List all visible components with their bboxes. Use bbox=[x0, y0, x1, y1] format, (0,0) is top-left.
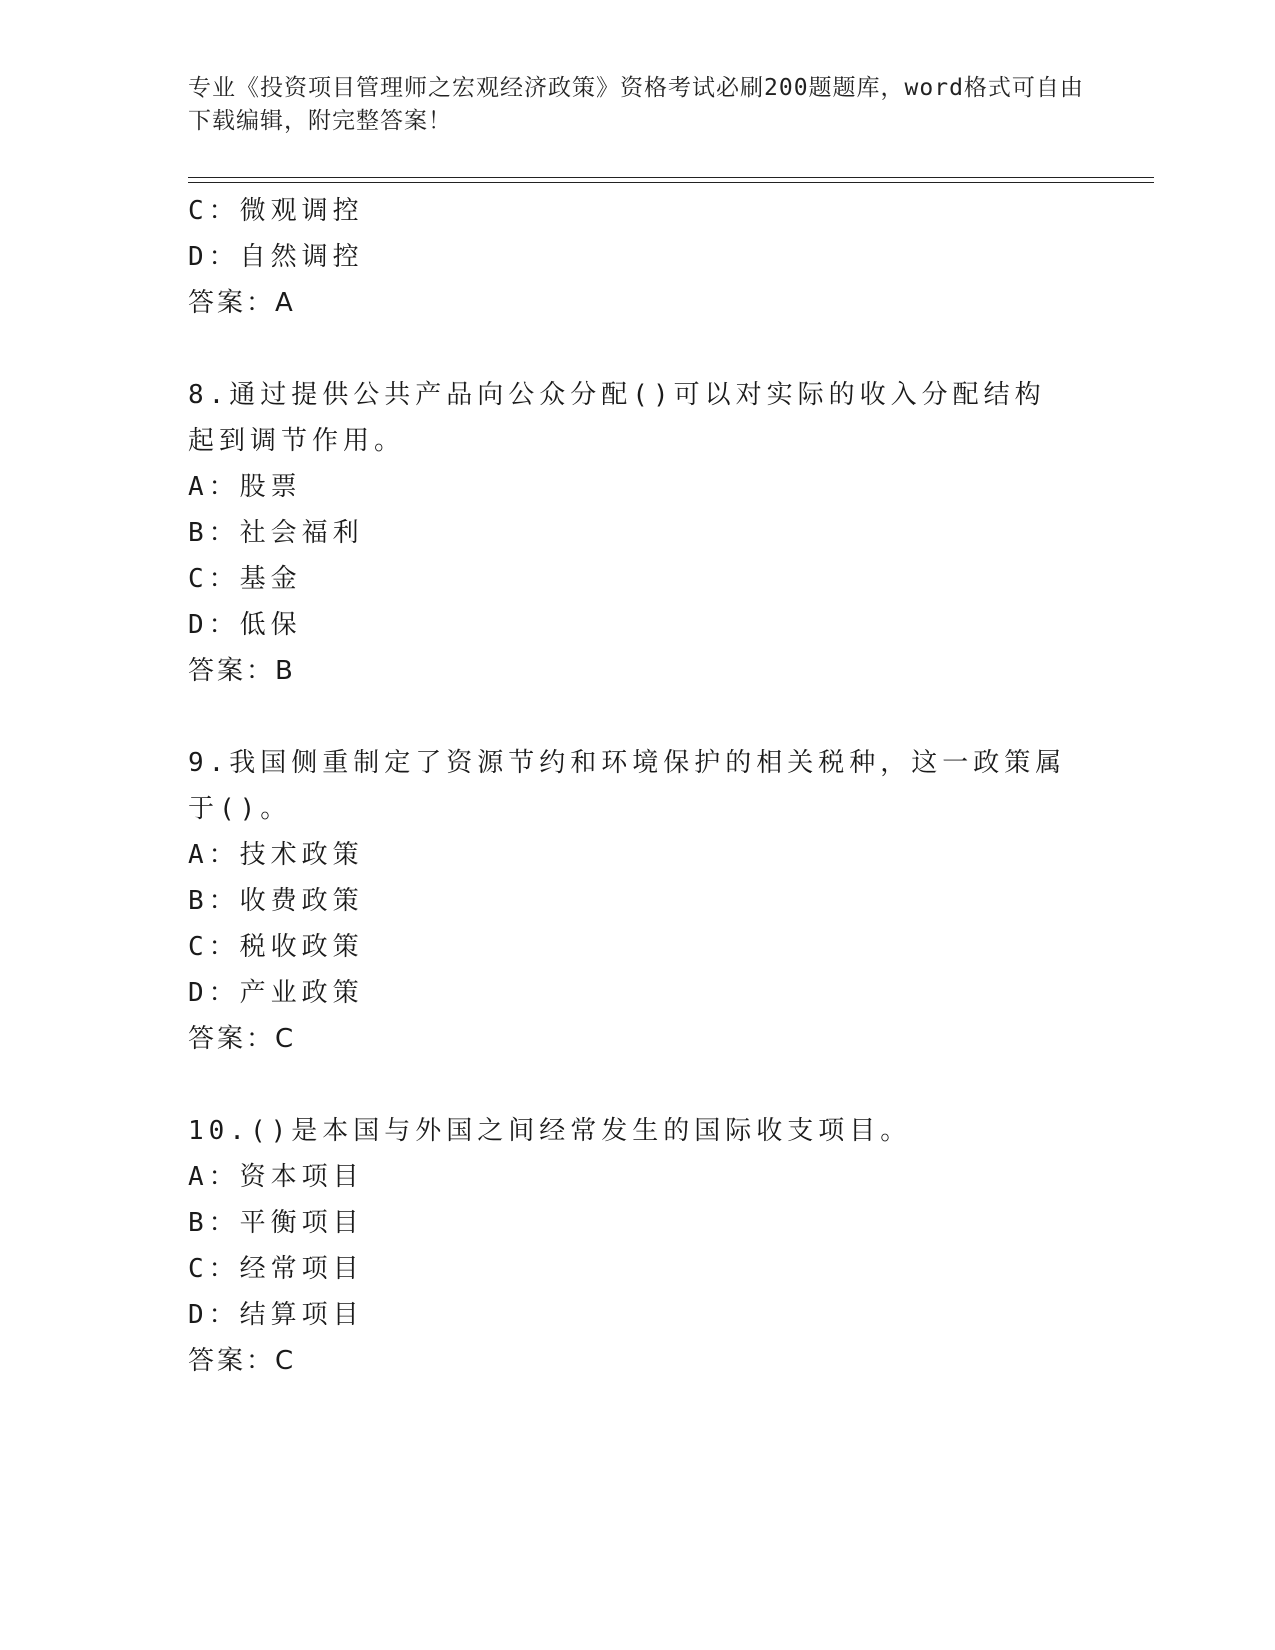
answer-text: 答案：A bbox=[188, 288, 296, 318]
answer-text: 答案：C bbox=[188, 1024, 297, 1054]
option-b: B：社会福利 bbox=[188, 518, 364, 548]
question-stem: 10.()是本国与外国之间经常发生的国际收支项目。 bbox=[188, 1116, 912, 1146]
option-a: A：资本项目 bbox=[188, 1162, 364, 1192]
spacer bbox=[188, 694, 1088, 740]
question-8 bbox=[188, 372, 1088, 694]
header-divider-bottom bbox=[188, 182, 1154, 183]
question-stem: 8.通过提供公共产品向公众分配()可以对实际的收入分配结构起到调节作用。 bbox=[188, 380, 1046, 456]
answer-text: 答案：B bbox=[188, 656, 296, 686]
option-d: D：结算项目 bbox=[188, 1300, 364, 1330]
option-b: B：平衡项目 bbox=[188, 1208, 364, 1238]
page-header-title: 专业《投资项目管理师之宏观经济政策》资格考试必刷200题题库，word格式可自由下载编辑，附完整答案！ bbox=[188, 75, 1084, 134]
option-d: D：产业政策 bbox=[188, 978, 364, 1008]
question-body bbox=[188, 188, 1088, 1384]
question-9 bbox=[188, 740, 1088, 1062]
option-c: C：税收政策 bbox=[188, 932, 364, 962]
option-c: C：经常项目 bbox=[188, 1254, 364, 1284]
answer-text: 答案：C bbox=[188, 1346, 297, 1376]
option-d: D：自然调控 bbox=[188, 242, 364, 272]
spacer bbox=[188, 326, 1088, 372]
question-10 bbox=[188, 1108, 1088, 1384]
option-c: C：微观调控 bbox=[188, 196, 364, 226]
option-b: B：收费政策 bbox=[188, 886, 364, 916]
option-d: D：低保 bbox=[188, 610, 302, 640]
option-c: C：基金 bbox=[188, 564, 302, 594]
question-7 bbox=[188, 188, 1088, 326]
header-divider-top bbox=[188, 177, 1154, 178]
question-stem: 9.我国侧重制定了资源节约和环境保护的相关税种，这一政策属于()。 bbox=[188, 748, 1067, 824]
option-a: A：技术政策 bbox=[188, 840, 364, 870]
option-a: A：股票 bbox=[188, 472, 302, 502]
spacer bbox=[188, 1062, 1088, 1108]
